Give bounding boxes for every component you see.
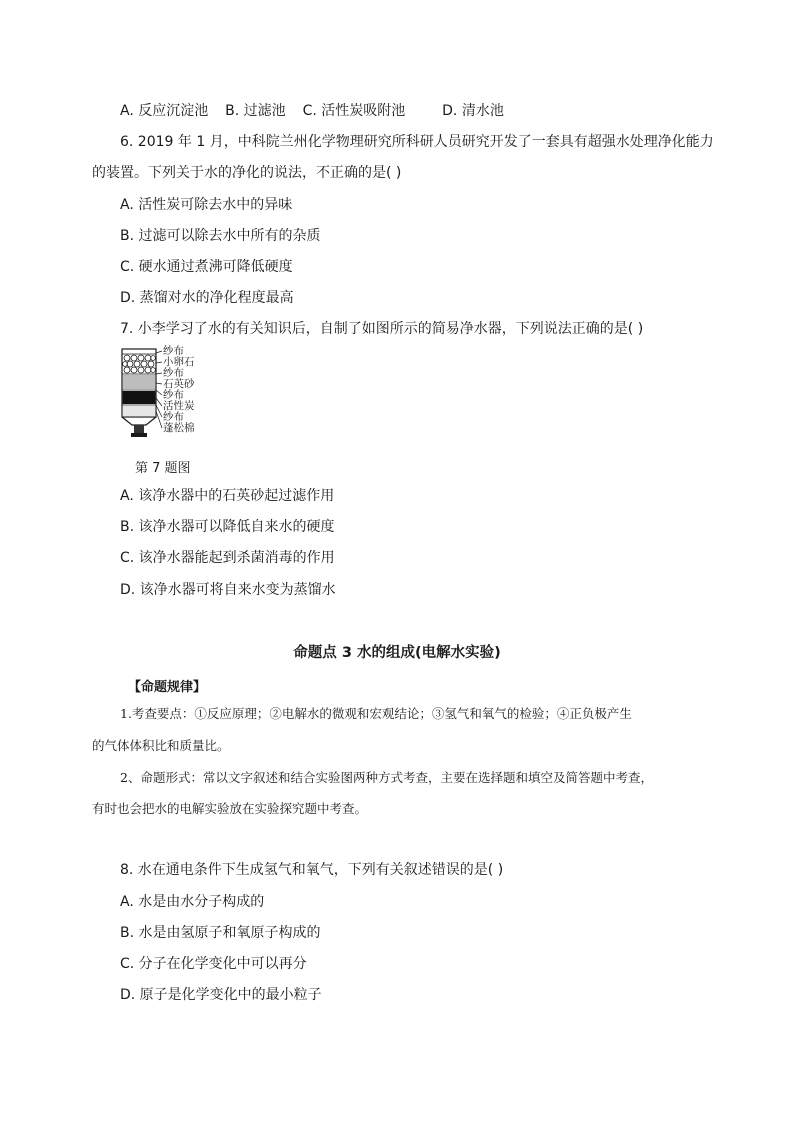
q6-option-d: D. 蒸馏对水的净化程度最高 [120, 290, 294, 306]
pebble-layer [123, 355, 156, 373]
figure-label-1: 纱布 [163, 345, 184, 357]
q5-option-c: C. 活性炭吸附池 [302, 103, 406, 119]
rule-2-line2: 有时也会把水的电解实验放在实验探究题中考查。 [92, 801, 368, 816]
rule-1-line1: 1.考查要点：①反应原理；②电解水的微观和宏观结论；③氢气和氧气的检验；④正负极产生 [120, 706, 632, 721]
q6-stem-line2: 的装置。下列关于水的净化的说法，不正确的是( ) [92, 165, 402, 181]
q6-option-b: B. 过滤可以除去水中所有的杂质 [120, 228, 321, 244]
q6-option-c: C. 硬水通过煮沸可降低硬度 [120, 259, 293, 275]
figure-caption: 第 7 题图 [135, 461, 191, 476]
outlet-tube [134, 425, 144, 433]
q7-option-d: D. 该净水器可将自来水变为蒸馏水 [120, 582, 336, 598]
water-filter-figure [118, 345, 214, 445]
q6-stem-line1: 6. 2019 年 1 月，中科院兰州化学物理研究所科研人员研究开发了一套具有超强水处理净化能力 [120, 134, 714, 150]
rule-2-line1: 2、命题形式：常以文字叙述和结合实验图两种方式考查，主要在选择题和填空及简答题中考查， [120, 770, 653, 785]
q7-option-b: B. 该净水器可以降低自来水的硬度 [120, 519, 335, 535]
q8-option-d: D. 原子是化学变化中的最小粒子 [120, 987, 322, 1003]
q8-option-a: A. 水是由水分子构成的 [120, 894, 265, 910]
figure-label-6: 活性炭 [163, 400, 195, 412]
q7-option-c: C. 该净水器能起到杀菌消毒的作用 [120, 550, 335, 566]
section-heading: 命题点 3 水的组成(电解水实验) [293, 645, 501, 661]
q5-option-b: B. 过滤池 [225, 103, 286, 119]
q8-option-c: C. 分子在化学变化中可以再分 [120, 956, 307, 972]
q7-stem: 7. 小李学习了水的有关知识后，自制了如图所示的简易净水器，下列说法正确的是( ) [120, 321, 644, 337]
q5-option-a: A. 反应沉淀池 [120, 103, 209, 119]
carbon-layer [123, 391, 156, 404]
rule-1-line2: 的气体体积比和质量比。 [92, 738, 230, 753]
rule-title: 【命题规律】 [128, 680, 207, 695]
figure-label-5: 纱布 [163, 389, 184, 401]
sand-layer [123, 375, 156, 389]
figure-label-2: 小卵石 [163, 356, 195, 368]
q6-option-a: A. 活性炭可除去水中的异味 [120, 197, 293, 213]
q8-option-b: B. 水是由氢原子和氧原子构成的 [120, 925, 321, 941]
figure-label-3: 纱布 [163, 367, 184, 379]
figure-label-8: 蓬松棉 [163, 422, 195, 434]
q5-options-row [120, 102, 504, 120]
figure-label-7: 纱布 [163, 411, 184, 423]
q7-option-a: A. 该净水器中的石英砂起过滤作用 [120, 488, 335, 504]
q8-stem: 8. 水在通电条件下生成氢气和氧气，下列有关叙述错误的是( ) [120, 862, 504, 878]
figure-label-4: 石英砂 [163, 378, 195, 390]
q5-option-d: D. 清水池 [442, 103, 504, 119]
cotton-layer [123, 406, 156, 416]
